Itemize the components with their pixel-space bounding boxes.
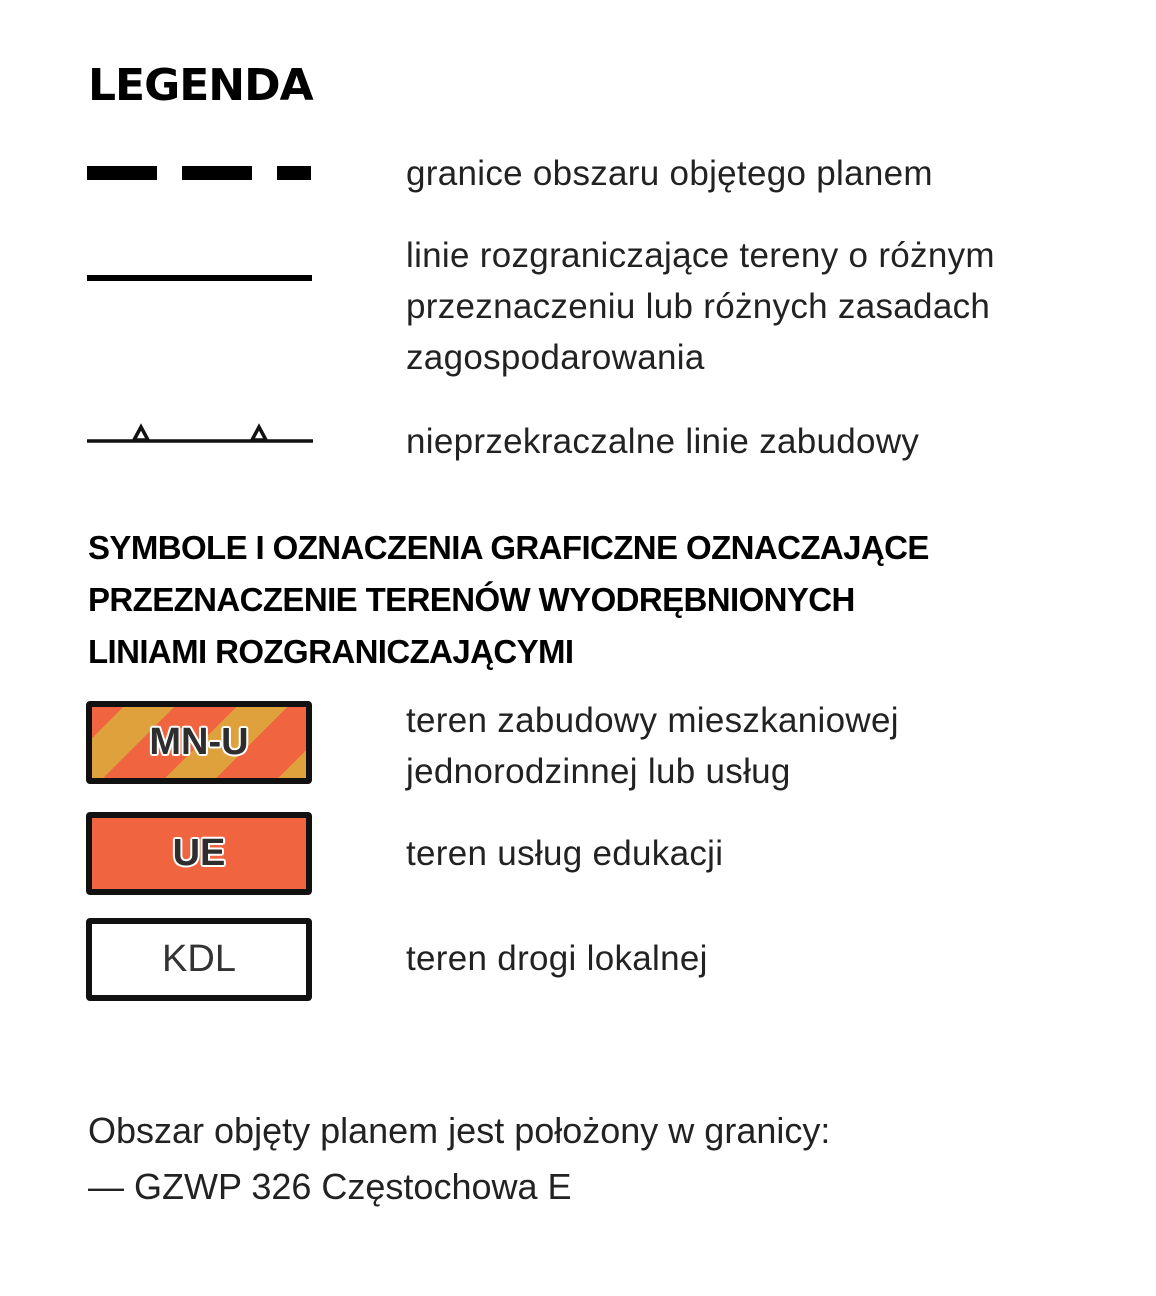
dash-segment: [182, 166, 252, 180]
section-title-line: LINIAMI ROZGRANICZAJĄCYMI: [88, 633, 574, 670]
zone-symbol-ue: [86, 812, 312, 895]
zone-code: KDL: [162, 938, 236, 980]
label-line: teren zabudowy mieszkaniowej: [406, 701, 899, 740]
footer-note: [88, 1103, 830, 1215]
label-line: zagospodarowania: [406, 338, 705, 377]
dash-segment: [277, 166, 311, 180]
boundary-line-label: granice obszaru objętego planem: [406, 154, 933, 193]
section-title-line: PRZEZNACZENIE TERENÓW WYODRĘBNIONYCH: [88, 581, 855, 618]
zone-code: UE: [172, 832, 226, 874]
building-line-label: nieprzekraczalne linie zabudowy: [406, 422, 920, 461]
solid-demarcation-line-icon: [87, 275, 312, 281]
building-line-icon: [84, 418, 318, 448]
triangle-marker: [252, 427, 266, 440]
label-line: jednorodzinnej lub usług: [406, 752, 791, 791]
zone-symbol-kdl: [86, 918, 312, 1001]
legend-title: LEGENDA: [88, 60, 313, 111]
triangle-marker: [134, 427, 148, 440]
zone-label-kdl: teren drogi lokalnej: [406, 939, 708, 978]
dash-segment: [87, 166, 157, 180]
section-title-line: SYMBOLE I OZNACZENIA GRAFICZNE OZNACZAJĄCE: [88, 529, 929, 566]
zone-label-mn-u: [406, 695, 899, 797]
zone-label-ue: teren usług edukacji: [406, 834, 724, 873]
footer-line: — GZWP 326 Częstochowa E: [88, 1166, 572, 1207]
demarcation-line-label: [406, 230, 995, 383]
label-line: linie rozgraniczające tereny o różnym: [406, 236, 995, 275]
footer-line: Obszar objęty planem jest położony w granicy:: [88, 1110, 831, 1151]
zone-symbol-mn-u: [86, 701, 312, 784]
section-title: [88, 522, 1088, 678]
label-line: przeznaczeniu lub różnych zasadach: [406, 287, 991, 326]
zone-code: MN-U: [149, 721, 249, 763]
